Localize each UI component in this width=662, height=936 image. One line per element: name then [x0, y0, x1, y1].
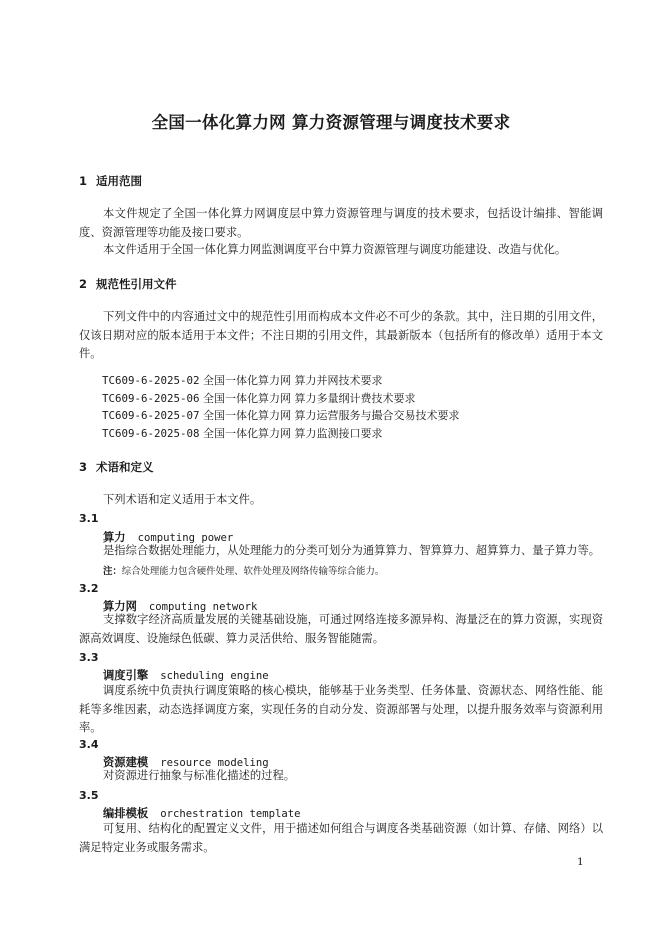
- reference-item: [102, 372, 383, 388]
- term-definition: 调度系统中负责执行调度策略的核心模块，能够基于业务类型、任务体量、资源状态、网络性能、能耗等多维因素，动态选择调度方案，实现任务的自动分发、资源部署与处理，以提升服务效率与资源利用率。: [79, 684, 603, 734]
- term-english: scheduling engine: [160, 670, 269, 682]
- section-1-heading: [79, 173, 142, 189]
- term-note: [103, 563, 384, 577]
- reference-item: [102, 390, 416, 406]
- reference-item: [102, 407, 460, 423]
- reference-code: TC609-6-2025-08: [102, 427, 200, 440]
- section-2-paragraph-1: 下列文件中的内容通过文中的规范性引用而构成本文件必不可少的条款。其中，注日期的引用文件，仅该日期对应的版本适用于本文件；不注日期的引用文件，其最新版本（包括所有的修改单）适用于本文件。: [79, 310, 603, 360]
- reference-title: 全国一体化算力网 算力运营服务与撮合交易技术要求: [203, 409, 460, 422]
- term-english: computing network: [148, 601, 258, 613]
- section-2-heading: [79, 276, 177, 292]
- reference-title: 全国一体化算力网 算力并网技术要求: [203, 374, 383, 387]
- term-definition: 支撑数字经济高质量发展的关键基础设施，可通过网络连接多源异构、海量泛在的算力资源，实现资源高效调度、设施绿色低碳、算力灵活供给、服务智能随需。: [79, 613, 603, 645]
- section-3-title: 术语和定义: [96, 460, 154, 474]
- note-text: 综合处理能力包含硬件处理、软件处理及网络传输等综合能力。: [121, 566, 385, 577]
- reference-code: TC609-6-2025-02: [102, 374, 200, 387]
- term-number: 3.4: [79, 738, 99, 751]
- section-1-paragraph-1: 本文件规定了全国一体化算力网调度层中算力资源管理与调度的技术要求，包括设计编排、智能调度、资源管理等功能及接口要求。: [79, 207, 603, 239]
- term-heading: [103, 805, 301, 821]
- section-3-intro: 下列术语和定义适用于本文件。: [103, 493, 262, 506]
- section-2-number: 2: [79, 277, 88, 291]
- term-number: 3.3: [79, 651, 99, 664]
- term-english: resource modeling: [160, 757, 269, 769]
- term-number: 3.2: [79, 582, 99, 595]
- term-definition: 可复用、结构化的配置定义文件，用于描述如何组合与调度各类基础资源（如计算、存储、网络）以满足特定业务或服务需求。: [79, 822, 603, 854]
- page-number: 1: [577, 856, 584, 868]
- term-number: 3.5: [79, 789, 99, 802]
- term-english: orchestration template: [160, 808, 301, 820]
- document-title: 全国一体化算力网 算力资源管理与调度技术要求: [151, 113, 511, 132]
- reference-code: TC609-6-2025-06: [102, 392, 200, 405]
- reference-title: 全国一体化算力网 算力多量纲计费技术要求: [203, 392, 416, 405]
- note-label: 注：: [103, 566, 122, 577]
- section-1-title: 适用范围: [96, 174, 142, 188]
- term-chinese: 调度引擎: [103, 669, 149, 682]
- reference-code: TC609-6-2025-07: [102, 409, 200, 422]
- section-2-title: 规范性引用文件: [96, 277, 177, 291]
- reference-title: 全国一体化算力网 算力监测接口要求: [203, 427, 383, 440]
- term-number: 3.1: [79, 512, 99, 525]
- section-1-paragraph-2: 本文件适用于全国一体化算力网监测调度平台中算力资源管理与调度功能建设、改造与优化。: [103, 243, 567, 256]
- term-definition: 是指综合数据处理能力，从处理能力的分类可划分为通算算力、智算算力、超算算力、量子算力等。: [103, 544, 601, 557]
- term-heading: [103, 667, 269, 683]
- term-chinese: 资源建模: [103, 756, 149, 769]
- reference-item: [102, 425, 383, 441]
- section-3-heading: [79, 459, 154, 475]
- term-chinese: 编排模板: [103, 807, 149, 820]
- section-3-number: 3: [79, 460, 88, 474]
- term-chinese: 算力网: [103, 600, 137, 613]
- term-definition: 对资源进行抽象与标准化描述的过程。: [103, 769, 296, 782]
- section-1-number: 1: [79, 174, 88, 188]
- term-english: computing power: [137, 532, 234, 544]
- term-chinese: 算力: [103, 531, 126, 544]
